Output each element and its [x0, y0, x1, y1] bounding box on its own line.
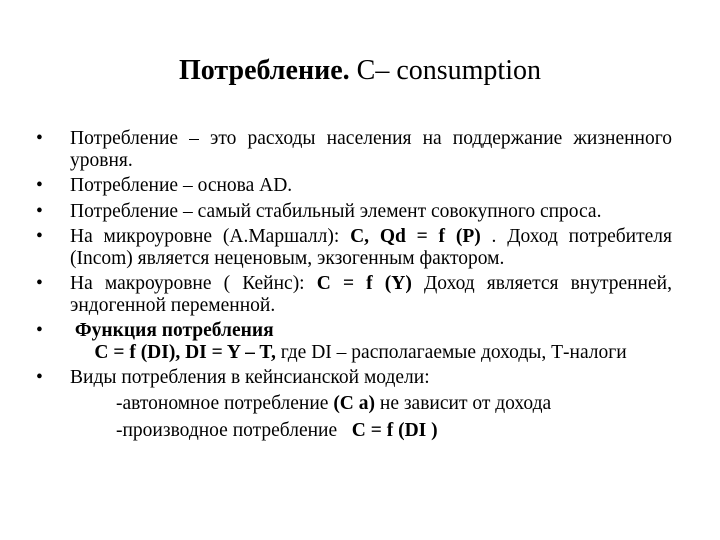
bullet-text: На микроуровне (А.Маршалл): — [70, 226, 351, 247]
bullet-item-6 — [36, 320, 672, 363]
title-bold: Потребление. — [179, 55, 350, 86]
bullet-icon — [36, 128, 50, 150]
bullet-item-7 — [36, 367, 672, 389]
title-rest: С– consumption — [349, 55, 541, 86]
slide-title — [0, 55, 720, 87]
bullet-icon — [36, 226, 50, 248]
formula: С = f (Y) — [316, 273, 412, 294]
formula: С, Qd = f (P) — [350, 226, 481, 247]
bullet-icon — [36, 273, 50, 295]
bullet-text: Потребление – это расходы населения на поддержание жизненного уровня. — [70, 128, 672, 171]
bullet-icon — [36, 175, 50, 197]
bullet-list — [36, 128, 672, 442]
bullet-icon — [36, 320, 50, 342]
formula: С = f (DI), DI = Y – T, — [94, 341, 276, 363]
bullet-item-1 — [36, 128, 672, 171]
bullet-text: Доход является внутренней, эндогенной переменной. — [70, 273, 672, 316]
bullet-item-5 — [36, 273, 672, 316]
formula: С = f (DI ) — [351, 420, 438, 441]
sub-text: -автономное потребление — [116, 392, 334, 414]
bullet-text: где DI – располагаемые доходы, Т-налоги — [275, 341, 627, 363]
formula: (С а) — [333, 392, 376, 414]
bullet-text: На макроуровне ( Кейнс): — [70, 273, 317, 294]
sub-item-1 — [36, 393, 672, 415]
sub-text: -производное потребление — [116, 420, 343, 441]
bullet-icon — [36, 201, 50, 223]
bullet-icon — [36, 367, 50, 389]
sub-text: не зависит от дохода — [375, 392, 552, 414]
bullet-text: . Доход потребителя (Incom) является неценовым, экзогенным фактором. — [70, 226, 672, 269]
bullet-heading: Функция потребления — [74, 320, 274, 341]
bullet-text: Потребление – самый стабильный элемент совокупного спроса. — [70, 200, 602, 222]
bullet-item-3 — [36, 201, 672, 223]
bullet-item-2 — [36, 175, 672, 197]
sub-item-2 — [36, 420, 672, 442]
bullet-text: Потребление – основа AD. — [70, 175, 293, 196]
bullet-text: Виды потребления в кейнсианской модели: — [70, 367, 430, 388]
bullet-item-4 — [36, 226, 672, 269]
